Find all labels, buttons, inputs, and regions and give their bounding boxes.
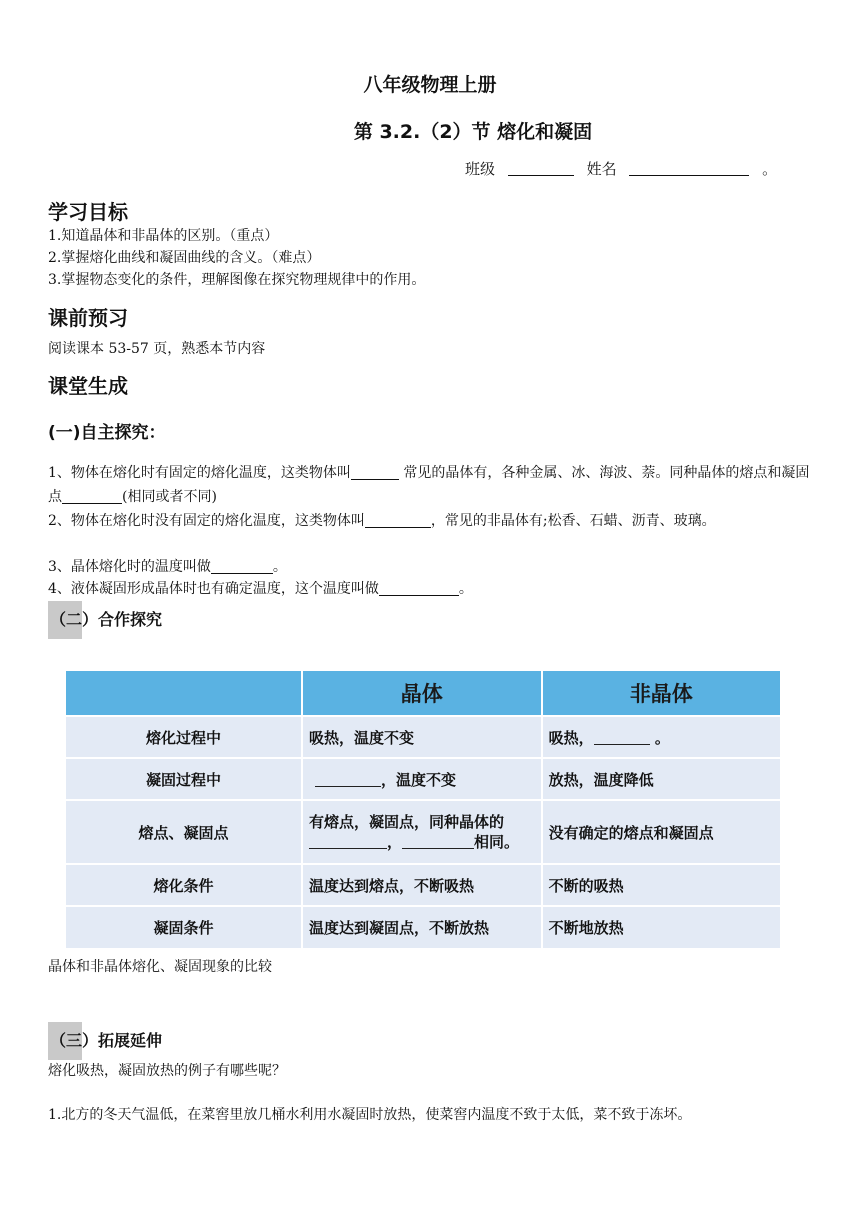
question-text: 。 [458, 581, 473, 597]
cell-text: ， [386, 833, 402, 851]
question-text: (相同或者不同) [122, 488, 217, 505]
answer-blank[interactable] [594, 730, 650, 745]
row-label: 凝固过程中 [66, 758, 302, 800]
table-row [66, 800, 780, 864]
question-4 [48, 578, 812, 602]
answer-blank[interactable] [315, 772, 381, 787]
question-1 [48, 462, 812, 509]
question-2 [48, 510, 812, 534]
objective-item: 1.知道晶体和非晶体的区别。（重点） [48, 228, 279, 244]
comparison-table [66, 671, 780, 948]
objective-item: 2.掌握熔化曲线和凝固曲线的含义。（难点） [48, 250, 321, 266]
name-blank[interactable] [629, 161, 749, 176]
name-label: 姓名 [586, 160, 617, 178]
crystal-cell [302, 758, 542, 800]
amorphous-cell [542, 716, 780, 758]
coop-heading [48, 601, 162, 639]
table-row [66, 758, 780, 800]
row-label: 凝固条件 [66, 906, 302, 948]
question-text: 4、液体凝固形成晶体时也有确定温度，这个温度叫做 [48, 581, 379, 597]
classroom-heading: 课堂生成 [48, 374, 128, 398]
table-row [66, 906, 780, 948]
amorphous-cell: 不断的吸热 [542, 864, 780, 906]
answer-blank[interactable] [365, 513, 431, 528]
objectives-heading: 学习目标 [48, 200, 128, 224]
extend-question: 熔化吸热，凝固放热的例子有哪些呢？ [48, 1063, 286, 1079]
question-text: ，常见的非晶体有;松香、石蜡、沥青、玻璃。 [430, 513, 716, 529]
page-title: 八年级物理上册 [363, 74, 497, 96]
crystal-cell: 温度达到凝固点，不断放热 [302, 906, 542, 948]
amorphous-cell: 放热，温度降低 [542, 758, 780, 800]
coop-tag-text: ）合作探究 [82, 610, 163, 629]
cell-text: ，温度不变 [380, 770, 456, 789]
answer-blank[interactable] [351, 465, 399, 480]
question-text: 3、晶体熔化时的温度叫做 [48, 559, 211, 575]
preview-text: 阅读课本 53-57 页，熟悉本节内容 [48, 341, 266, 357]
question-text: 。 [272, 559, 287, 575]
class-label: 班级 [465, 160, 496, 178]
table-caption: 晶体和非晶体熔化、凝固现象的比较 [48, 959, 272, 975]
crystal-cell [302, 800, 542, 864]
answer-blank[interactable] [309, 834, 387, 849]
end-mark: 。 [762, 160, 778, 178]
cell-text: 。 [649, 728, 670, 747]
answer-blank[interactable] [402, 834, 474, 849]
table-header-row [66, 671, 780, 716]
table-header-cell: 晶体 [302, 671, 542, 716]
row-label: 熔点、凝固点 [66, 800, 302, 864]
row-label: 熔化过程中 [66, 716, 302, 758]
section-title: 第 3.2.（2）节 熔化和凝固 [353, 121, 593, 143]
extend-tag: （三 [48, 1022, 82, 1060]
crystal-cell: 温度达到熔点，不断吸热 [302, 864, 542, 906]
answer-blank[interactable] [379, 581, 459, 596]
table-header-cell [66, 671, 302, 716]
question-text: 常见的晶体有，各种金属、冰、海波、萘。同种晶体的熔点和凝固点 [48, 465, 810, 505]
question-text: 1、物体在熔化时有固定的熔化温度，这类物体叫 [48, 465, 351, 481]
coop-tag: （二 [48, 601, 82, 639]
amorphous-cell: 没有确定的熔点和凝固点 [542, 800, 780, 864]
cell-text: 相同。 [473, 833, 519, 851]
extend-heading [48, 1022, 162, 1060]
class-blank[interactable] [508, 161, 574, 176]
question-text: 2、物体在熔化时没有固定的熔化温度，这类物体叫 [48, 513, 365, 529]
row-label: 熔化条件 [66, 864, 302, 906]
table-row [66, 864, 780, 906]
extend-tag-text: ）拓展延伸 [82, 1031, 163, 1050]
answer-blank[interactable] [211, 559, 273, 574]
crystal-cell: 吸热，温度不变 [302, 716, 542, 758]
self-study-heading: (一)自主探究： [48, 423, 166, 443]
cell-text: 吸热， [548, 728, 594, 747]
objective-item: 3.掌握物态变化的条件，理解图像在探究物理规律中的作用。 [48, 272, 426, 288]
preview-heading: 课前预习 [48, 306, 128, 330]
amorphous-cell: 不断地放热 [542, 906, 780, 948]
table-row [66, 716, 780, 758]
cell-text: 有熔点，凝固点，同种晶体的 [308, 813, 504, 831]
class-name-line [465, 158, 777, 179]
answer-blank[interactable] [62, 489, 122, 504]
table-header-cell: 非晶体 [542, 671, 780, 716]
extend-example-1: 1.北方的冬天气温低，在菜窖里放几桶水利用水凝固时放热，使菜窖内温度不致于太低，菜不致于冻坏。 [48, 1107, 692, 1123]
question-3 [48, 556, 812, 580]
